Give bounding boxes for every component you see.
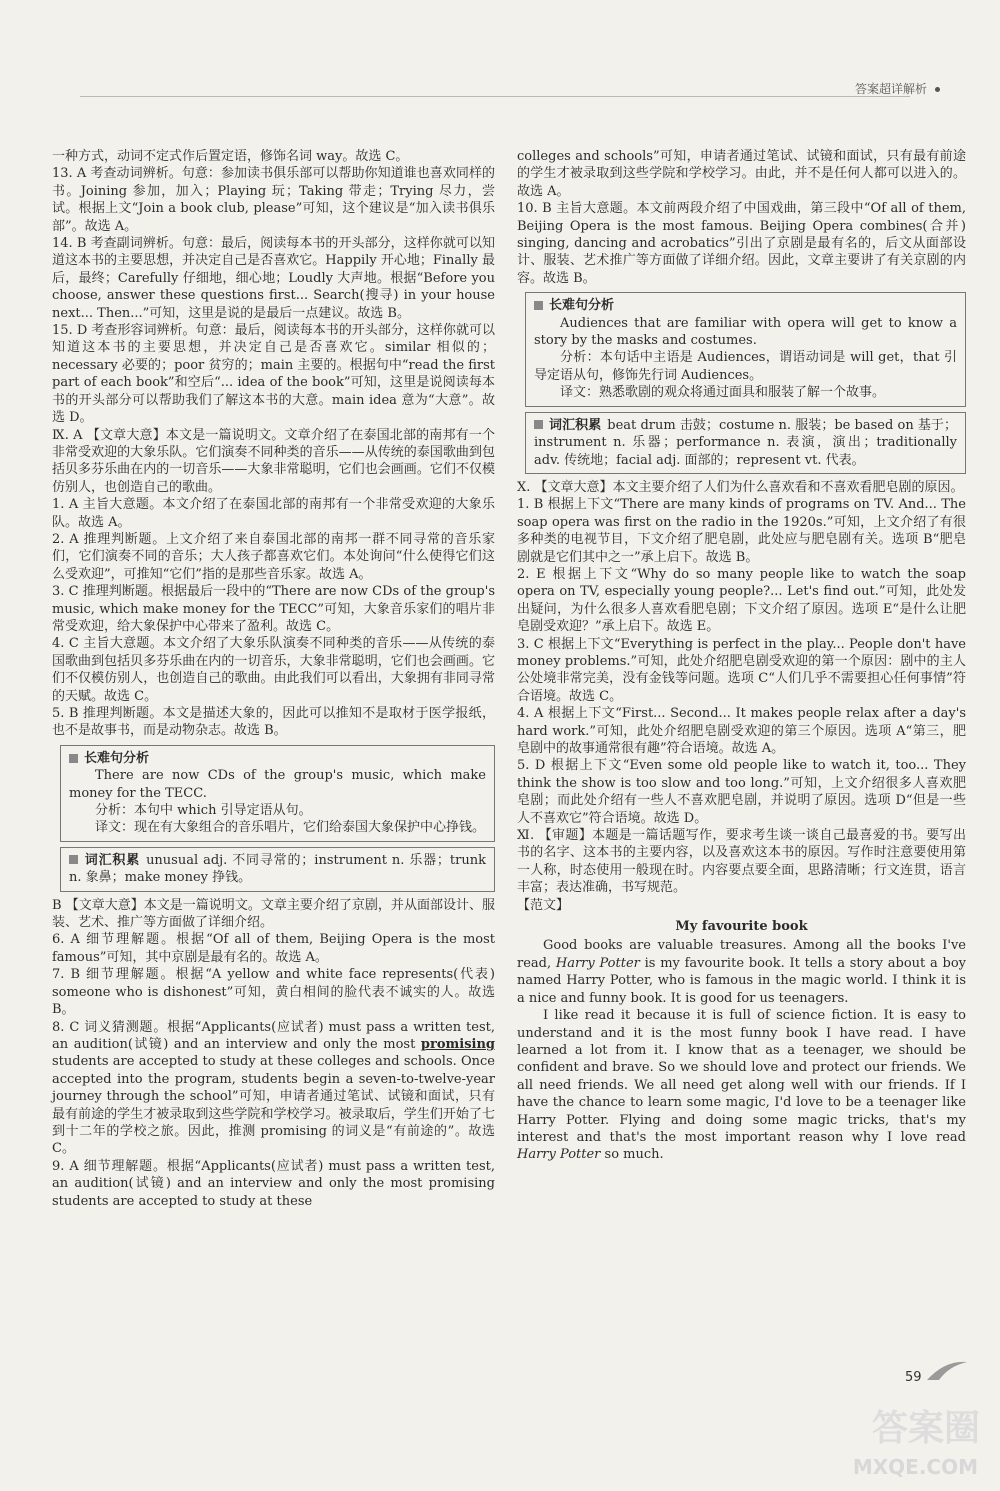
box-heading: 长难句分析 (534, 297, 957, 314)
answer-14: 14. B 考查副词辨析。句意：最后，阅读每本书的开头部分，这样你就可以知道这本书的主要思想，并决定自己是否喜欢它。Happily 开心地；Finally 最后，最终；Carefully 仔细地，细心地；Loudly 大声地。根据“Before you choose, answer these questions first... Search(搜寻) in your house next... Then...”可知，这里是说的是最后一点建议。故选 B。 (52, 236, 495, 321)
box-english-sentence: Audiences that are familiar with opera will get to know a story by the masks and costumes. (534, 315, 957, 349)
answer-x-3: 3. C 根据上下文“Everything is perfect in the play... People don't have money problems.”可知，此处介绍肥皂剧受欢迎的第一个原因：剧中的主人公处境非常完美，没有金钱等问题。选项 C“人们几乎不需要担心任何事情”符合语境。故选 C。 (517, 636, 966, 704)
right-column (517, 148, 966, 1164)
answer-10: 10. B 主旨大意题。本文前两段介绍了中国戏曲，第三段中“Of all of them, Beijing Opera is the most famous. Beijing Opera combines(合并) singing, dancing and acrobatics”引出了京剧是最有名的，后文从面部设计、服装、艺术推广等方面做了详细介绍。因此，文章主要讲了有关京剧的内容。故选 B。 (517, 201, 966, 286)
running-header (855, 80, 940, 97)
box-analysis: 分析：本句中 which 引导定语从句。 (95, 803, 312, 819)
square-icon (534, 420, 543, 429)
square-icon (69, 754, 78, 763)
answer-13: 13. A 考查动词辨析。句意：参加读书俱乐部可以帮助你知道谁也喜欢同样的书。Joining 参加，加入；Playing 玩；Taking 带走；Trying 尽力，尝试。根据上文“Join a book club, please”可知，这个建议是“加入读书俱乐部”。故选 A。 (52, 166, 495, 234)
vocabulary-box (60, 847, 495, 892)
answer-ix-1: 1. A 主旨大意题。本文介绍了在泰国北部的南邦有一个非常受欢迎的大象乐队。故选 A。 (52, 497, 495, 530)
header-section-title: 答案超详解析 (854, 82, 927, 96)
answer-x-5: 5. D 根据上下文“Even some old people like to watch it, too... They think the show is too slow and too long.”可知，上文介绍很多人喜欢肥皂剧；而此处介绍有一些人不喜欢肥皂剧，并说明了原因。选项 D“但是一些人不喜欢它”符合语境。故选 D。 (517, 758, 966, 826)
answer-7: 7. B 细节理解题。根据“A yellow and white face represents(代表) someone who is dishonest”可知，黄白相间的脸代表不诚实的人。故选 B。 (52, 967, 495, 1018)
passage-b-summary: B 【文章大意】本文是一篇说明文。文章主要介绍了京剧，并从面部设计、服装、艺术、推广等方面做了详细介绍。 (52, 897, 495, 931)
answer-x-2: 2. E 根据上下文“Why do so many people like to watch the soap opera on TV, especially young people?... Let's find out.”可知，此处发出疑问，为什么很多人喜欢看肥皂剧；下文介绍了原因。选项 E“是什么让肥皂剧受欢迎？”承上启下。故选 E。 (517, 566, 966, 635)
essay-paragraph-1: Good books are valuable treasures. Among all the books I've read, Harry Potter is my favourite book. It tells a story about a boy named Harry Potter, who is famous in the magic world. I think it is a nice and funny book. It is good for us teenagers. (517, 938, 966, 1006)
highlighted-word: promising (420, 1036, 495, 1052)
answer-ix-2: 2. A 推理判断题。上文介绍了来自泰国北部的南邦一群不同寻常的音乐家们，它们演奏不同的音乐；大人孩子都喜欢它们。本处询问“什么使得它们这么受欢迎”，可推知“它们”指的是那些音乐家。故选 A。 (52, 531, 495, 582)
header-rule (80, 96, 910, 97)
long-sentence-box (525, 292, 966, 406)
section-ix-summary: Ⅸ. A 【文章大意】本文是一篇说明文。文章介绍了在泰国北部的南邦有一个非常受欢迎的大象乐队。它们演奏不同种类的音乐——从传统的泰国歌曲到包括贝多芬乐曲在内的一切音乐——大象非常聪明，它们也会画画。它们不仅模仿别人，也创造自己的歌曲。 (52, 427, 495, 495)
answer-9: 9. A 细节理解题。根据“Applicants(应试者) must pass a written test, an audition(试镜) and an interview and only the most promising students are accepted to study at these (52, 1158, 495, 1209)
box-english-sentence: There are now CDs of the group's music, which make money for the TECC. (69, 768, 486, 801)
answer-9-cont: colleges and schools”可知，申请者通过笔试、试镜和面试，只有最有前途的学生才被录取到这些学院和学校学习。由此，并不是任何人都可以进入的。故选 A。 (517, 149, 966, 199)
answer-ix-3: 3. C 推理判断题。根据最后一段中的“There are now CDs of the group's music, which make money for the TECC”可知，大象音乐家们的唱片非常受欢迎，给大象保护中心带来了盈利。故选 C。 (52, 584, 495, 634)
swoosh-icon (925, 1356, 970, 1386)
answer-ix-4: 4. C 主旨大意题。本文介绍了大象乐队演奏不同种类的音乐——从传统的泰国歌曲到包括贝多芬乐曲在内的一切音乐，大象非常聪明，它们也会画画。它们不仅模仿别人，也创造自己的歌曲。由此我们可以看出，大象拥有非同寻常的天赋。故选 C。 (52, 636, 495, 704)
essay-paragraph-2: I like read it because it is full of science fiction. It is easy to understand and it is the most funny book I have read. I have learned a lot from it. I know that as a teenager, we should be confident and brave. So we should love and protect our friends. We all need friends. We all need get along well with our friends. If I have the chance to learn some magic, I'd love to be a teenager like Harry Potter. Flying and doing some magic tricks, that's my interest and that's the most important reason why I love read Harry Potter so much. (517, 1008, 966, 1163)
box-translation: 译文：现在有大象组合的音乐唱片，它们给泰国大象保护中心挣钱。 (95, 820, 486, 836)
answer-15: 15. D 考查形容词辨析。句意：最后，阅读每本书的开头部分，这样你就可以知道这本书的主要思想，并决定自己是否喜欢它。similar 相似的；necessary 必要的；poor 贫穷的；main 主要的。根据句中“read the first part of each book”和空后“... idea of the book”可知，这里是说阅读每本书的开头部分可以帮助我们了解这本书的大意。main idea 意为“大意”。故选 D。 (52, 323, 495, 426)
answer-x-4: 4. A 根据上下文“First... Second... It makes people relax after a day's hard work.”可知，此处介绍肥皂剧受欢迎的第三个原因。选项 A“第三，肥皂剧中的故事通常很有趣”符合语境。故选 A。 (517, 706, 966, 756)
page-number: 59 (905, 1370, 922, 1385)
box-heading: 词汇积累 (84, 852, 141, 868)
vocabulary-text: beat drum 击鼓；costume n. 服装；be based on 基于；instrument n. 乐器；performance n. 表演，演出；traditionally adv. 传统地；facial adj. 面部的；represent vt. 代表。 (534, 417, 957, 468)
watermark-logo: 答案圈 (871, 1408, 980, 1449)
square-icon (534, 301, 543, 310)
long-sentence-box (60, 745, 495, 842)
answer-6: 6. A 细节理解题。根据“Of all of them, Beijing Opera is the most famous”可知，其中京剧是最有名的。故选 A。 (52, 932, 495, 965)
left-column (52, 148, 495, 1210)
answer-paragraph: 一种方式，动词不定式作后置定语，修饰名词 way。故选 C。 (52, 149, 409, 164)
section-x-summary: Ⅹ. 【文章大意】本文主要介绍了人们为什么喜欢看和不喜欢看肥皂剧的原因。 (517, 479, 964, 495)
sample-essay-label: 【范文】 (517, 897, 570, 913)
answer-8: 8. C 词义猜测题。根据“Applicants(应试者) must pass a written test, an audition(试镜) and an interview and only the most promising students are accepted to study at these colleges and schools. Once accepted into the program, students begin a seven-to-twelve-year journey through the school”可知，申请者通过笔试、试镜和面试，只有最有前途的学生才被录取到这些学院和学校学习。被录取后，学生们开始了七到十二年的学校之旅。因此，推测 promising 的词义是“有前途的”。故选 C。 (52, 1019, 495, 1157)
answer-x-1: 1. B 根据上下文“There are many kinds of programs on TV. And... The soap opera was first on the radio in the 1920s.”可知，上文介绍了有很多种类的电视节目，下文介绍了肥皂剧，此处应与肥皂剧有关。选项 B“肥皂剧就是它们其中之一”承上启下。故选 B。 (517, 497, 966, 565)
box-translation: 译文：熟悉歌剧的观众将通过面具和服装了解一个故事。 (560, 385, 886, 401)
section-xi-review: Ⅺ. 【审题】本题是一篇话题写作，要求考生谈一谈自己最喜爱的书。要写出书的名字、这本书的主要内容，以及喜欢这本书的原因。写作时注意要使用第一人称，时态使用一般现在时。内容要点要全面，思路清晰；行文连贯，语言丰富；表达准确，书写规范。 (517, 828, 966, 896)
box-heading: 词汇积累 (549, 417, 602, 433)
answer-ix-5: 5. B 推理判断题。本文是描述大象的，因此可以推知不是取材于医学报纸，也不是故事书，而是动物杂志。故选 B。 (52, 706, 495, 739)
square-icon (69, 855, 78, 864)
vocabulary-box (525, 412, 966, 474)
box-analysis: 分析：本句话中主语是 Audiences，谓语动词是 will get，that 引导定语从句，修饰先行词 Audiences。 (534, 350, 957, 383)
vocabulary-text: unusual adj. 不同寻常的；instrument n. 乐器；trunk n. 象鼻；make money 挣钱。 (69, 852, 486, 886)
essay-title: My favourite book (675, 919, 808, 935)
watermark-url: MXQE.COM (852, 1455, 978, 1479)
header-dot-icon (935, 87, 940, 92)
box-heading: 长难句分析 (69, 750, 486, 767)
